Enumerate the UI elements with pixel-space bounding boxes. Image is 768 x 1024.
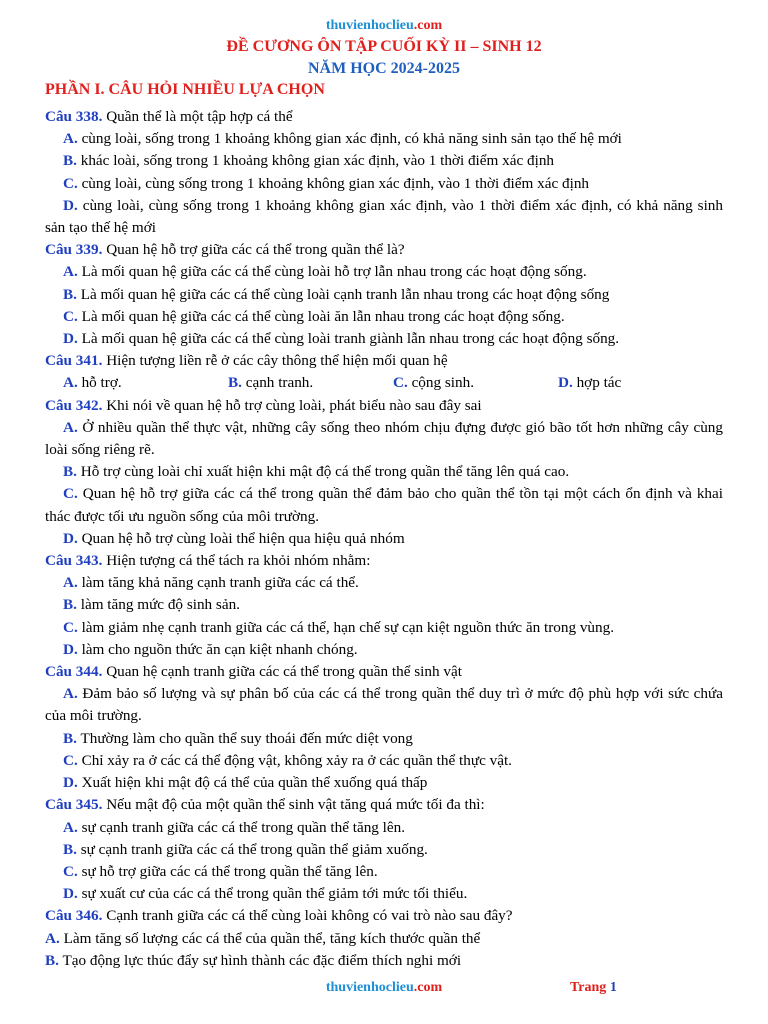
question-344 bbox=[45, 661, 723, 683]
option-a bbox=[45, 817, 723, 839]
question-text: Nếu mật độ của một quần thể sinh vật tăng quá mức tối đa thì: bbox=[102, 796, 485, 814]
option-text: hợp tác bbox=[572, 374, 622, 392]
question-338 bbox=[45, 106, 723, 128]
option-d bbox=[45, 883, 723, 905]
footer-site-name: thuvienhoclieu bbox=[325, 980, 414, 995]
option-text: Ở nhiều quần thể thực vật, những cây sống theo nhóm chịu đựng được gió bão tốt hơn những cây cùng loài sống riêng rẽ. bbox=[45, 418, 723, 459]
footer-site-tld: .com bbox=[413, 980, 443, 995]
school-year: NĂM HỌC 2024-2025 bbox=[308, 60, 460, 77]
option-label: B. bbox=[63, 596, 77, 614]
question-number: Câu 339. bbox=[45, 241, 103, 259]
option-text: làm tăng khả năng cạnh tranh giữa các cá thể. bbox=[77, 574, 359, 592]
option-label: B. bbox=[63, 463, 77, 481]
question-text: Khi nói về quan hệ hỗ trợ cùng loài, phát biểu nào sau đây sai bbox=[102, 396, 482, 414]
site-header bbox=[0, 18, 768, 34]
option-c bbox=[45, 173, 723, 195]
option-a bbox=[45, 128, 723, 150]
option-b bbox=[45, 728, 723, 750]
option-b bbox=[228, 372, 393, 394]
option-a bbox=[45, 572, 723, 594]
page-label: Trang bbox=[570, 980, 607, 995]
question-number: Câu 343. bbox=[45, 552, 103, 570]
option-a bbox=[45, 683, 723, 727]
option-c bbox=[45, 861, 723, 883]
option-text: sự hỗ trợ giữa các cá thể trong quần thể tăng lên. bbox=[77, 862, 378, 880]
option-b bbox=[45, 150, 723, 172]
option-label: D. bbox=[63, 640, 78, 658]
document-title: ĐỀ CƯƠNG ÔN TẬP CUỐI KỲ II – SINH 12 bbox=[226, 38, 542, 55]
option-label: C. bbox=[63, 618, 78, 636]
page-number-value: 1 bbox=[609, 980, 617, 995]
page-number bbox=[570, 980, 617, 996]
question-342 bbox=[45, 395, 723, 417]
option-c bbox=[45, 306, 723, 328]
question-339 bbox=[45, 239, 723, 261]
option-label: A. bbox=[63, 574, 78, 592]
question-number: Câu 342. bbox=[45, 396, 103, 414]
option-label: D. bbox=[63, 885, 78, 903]
option-label: A. bbox=[63, 818, 78, 836]
option-text: làm giảm nhẹ cạnh tranh giữa các cá thể, hạn chế sự cạn kiệt nguồn thức ăn trong vùng. bbox=[77, 618, 615, 636]
option-d bbox=[45, 772, 723, 794]
question-text: Cạnh tranh giữa các cá thể cùng loài không có vai trò nào sau đây? bbox=[102, 907, 513, 925]
option-text: Đảm bảo số lượng và sự phân bố của các cá thể trong quần thể duy trì ở mức độ phù hợp với sức chứa của môi trường. bbox=[45, 685, 723, 725]
option-label: D. bbox=[63, 774, 78, 792]
option-a bbox=[63, 372, 228, 394]
question-345 bbox=[45, 794, 723, 816]
option-b bbox=[45, 594, 723, 616]
question-text: Hiện tượng cá thể tách ra khỏi nhóm nhằm: bbox=[102, 552, 371, 570]
option-label: B. bbox=[45, 951, 59, 969]
option-row bbox=[45, 372, 723, 394]
option-label: B. bbox=[63, 285, 77, 303]
option-label: C. bbox=[393, 374, 408, 392]
option-text: sự cạnh tranh giữa các cá thể trong quần thể tăng lên. bbox=[77, 818, 406, 836]
option-label: C. bbox=[63, 174, 78, 192]
option-label: B. bbox=[63, 152, 77, 170]
question-number: Câu 341. bbox=[45, 352, 103, 370]
option-d bbox=[558, 372, 723, 394]
question-text: Quan hệ hỗ trợ giữa các cá thể trong quần thể là? bbox=[102, 241, 405, 259]
option-text: Là mối quan hệ giữa các cá thể cùng loài cạnh tranh lẫn nhau trong các hoạt động sống bbox=[76, 285, 610, 303]
question-number: Câu 346. bbox=[45, 907, 103, 925]
option-c bbox=[45, 483, 723, 527]
option-text: Quan hệ hỗ trợ giữa các cá thể trong quần thể đảm bảo cho quần thể tồn tại một cách ổn định và khai thác được tối ưu nguồn sống của môi trường. bbox=[45, 485, 723, 525]
option-d bbox=[45, 195, 723, 239]
option-c bbox=[45, 750, 723, 772]
option-text: sự cạnh tranh giữa các cá thể trong quần thể giảm xuống. bbox=[76, 840, 428, 858]
question-number: Câu 338. bbox=[45, 108, 103, 125]
option-text: Hỗ trợ cùng loài chỉ xuất hiện khi mật độ cá thể trong quần thể tăng lên quá cao. bbox=[76, 463, 570, 481]
option-text: khác loài, sống trong 1 khoảng không gian xác định, vào 1 thời điểm xác định bbox=[76, 152, 555, 170]
option-b bbox=[45, 839, 723, 861]
option-a bbox=[45, 417, 723, 461]
option-label: A. bbox=[45, 929, 60, 947]
option-label: D. bbox=[558, 374, 573, 392]
option-text: Là mối quan hệ giữa các cá thể cùng loài hỗ trợ lẫn nhau trong các hoạt động sống. bbox=[77, 263, 587, 281]
option-d bbox=[45, 639, 723, 661]
option-b bbox=[45, 950, 723, 972]
option-d bbox=[45, 328, 723, 350]
option-text: Thường làm cho quần thể suy thoái đến mức diệt vong bbox=[76, 729, 413, 747]
option-text: làm cho nguồn thức ăn cạn kiệt nhanh chóng. bbox=[77, 640, 358, 658]
site-name: thuvienhoclieu bbox=[325, 18, 414, 33]
option-label: B. bbox=[63, 840, 77, 858]
option-label: C. bbox=[63, 751, 78, 769]
option-text: Là mối quan hệ giữa các cá thể cùng loài tranh giành lẫn nhau trong các hoạt động sống. bbox=[77, 330, 620, 348]
question-number: Câu 345. bbox=[45, 796, 103, 814]
option-label: A. bbox=[63, 130, 78, 148]
option-text: cùng loài, cùng sống trong 1 khoảng không gian xác định, vào 1 thời điểm xác định, có khả năng sinh sản tạo thế hệ mới bbox=[45, 196, 723, 237]
option-text: sự xuất cư của các cá thể trong quần thể giảm tới mức tối thiểu. bbox=[77, 885, 468, 903]
option-b bbox=[45, 284, 723, 306]
option-label: A. bbox=[63, 374, 78, 392]
question-text: Quần thể là một tập hợp cá thể bbox=[102, 108, 293, 125]
option-text: Chỉ xảy ra ở các cá thể động vật, không xảy ra ở các quần thể thực vật. bbox=[77, 751, 512, 769]
option-label: A. bbox=[63, 263, 78, 281]
option-label: D. bbox=[63, 330, 78, 348]
question-text: Hiện tượng liền rễ ở các cây thông thể hiện mối quan hệ bbox=[102, 352, 448, 370]
option-label: A. bbox=[63, 418, 78, 436]
option-label: D. bbox=[63, 196, 78, 214]
site-tld: .com bbox=[413, 18, 443, 33]
option-a bbox=[45, 928, 723, 950]
option-text: Là mối quan hệ giữa các cá thể cùng loài ăn lẫn nhau trong các hoạt động sống. bbox=[77, 307, 565, 325]
option-c bbox=[45, 617, 723, 639]
option-d bbox=[45, 528, 723, 550]
option-label: A. bbox=[63, 685, 78, 703]
option-text: Quan hệ hỗ trợ cùng loài thể hiện qua hiệu quả nhóm bbox=[77, 529, 405, 547]
option-text: hỗ trợ. bbox=[77, 374, 122, 392]
site-footer bbox=[0, 980, 768, 996]
question-list bbox=[45, 106, 723, 972]
option-label: C. bbox=[63, 307, 78, 325]
option-label: C. bbox=[63, 485, 78, 503]
option-label: B. bbox=[63, 729, 77, 747]
question-341 bbox=[45, 350, 723, 372]
question-text: Quan hệ cạnh tranh giữa các cá thể trong quần thể sinh vật bbox=[102, 663, 462, 681]
option-text: cộng sinh. bbox=[407, 374, 474, 392]
question-number: Câu 344. bbox=[45, 663, 103, 681]
section-heading: PHẦN I. CÂU HỎI NHIỀU LỰA CHỌN bbox=[45, 81, 325, 98]
option-label: C. bbox=[63, 862, 78, 880]
question-343 bbox=[45, 550, 723, 572]
option-text: cùng loài, cùng sống trong 1 khoảng không gian xác định, vào 1 thời điểm xác định bbox=[77, 174, 590, 192]
option-text: Xuất hiện khi mật độ cá thể của quần thể xuống quá thấp bbox=[77, 774, 428, 792]
option-label: D. bbox=[63, 529, 78, 547]
option-text: Làm tăng số lượng các cá thể của quần thể, tăng kích thước quần thể bbox=[59, 929, 481, 947]
option-a bbox=[45, 261, 723, 283]
option-c bbox=[393, 372, 558, 394]
option-text: cùng loài, sống trong 1 khoảng không gian xác định, có khả năng sinh sản tạo thế hệ mới bbox=[77, 130, 622, 148]
option-text: làm tăng mức độ sinh sản. bbox=[76, 596, 240, 614]
option-b bbox=[45, 461, 723, 483]
option-text: Tạo động lực thúc đẩy sự hình thành các đặc điểm thích nghi mới bbox=[58, 951, 462, 969]
option-label: B. bbox=[228, 374, 242, 392]
question-346 bbox=[45, 905, 723, 927]
option-text: cạnh tranh. bbox=[241, 374, 314, 392]
